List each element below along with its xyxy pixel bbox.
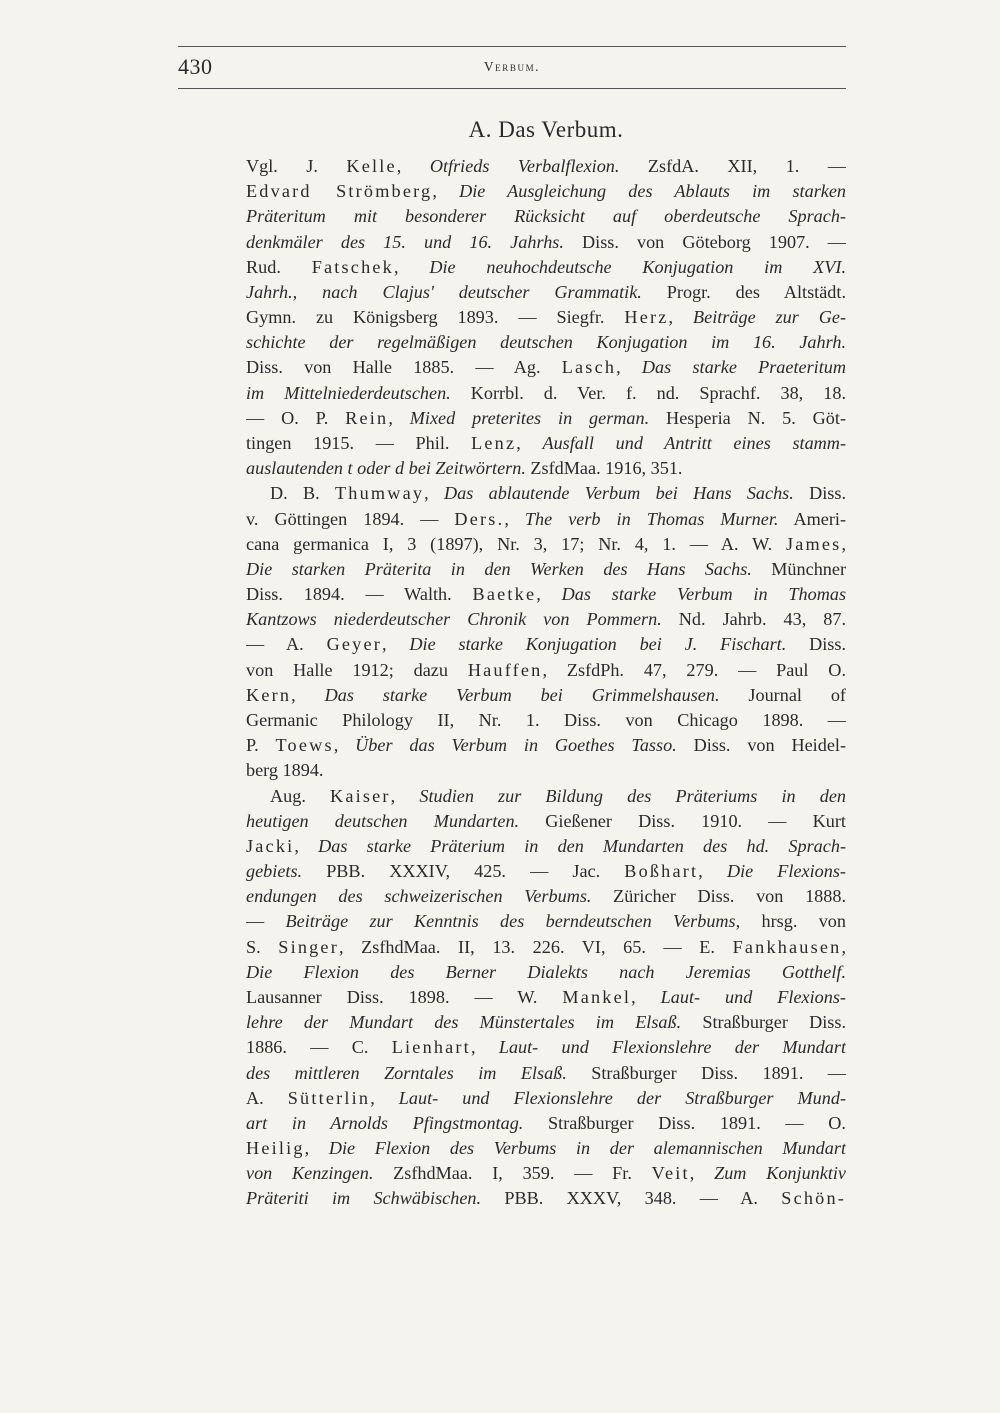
work-title: Die neuhochdeutsche Konjugation im XVI. [429,256,846,277]
text-run: berg 1894. [246,760,324,781]
work-title: Mixed preterites in german. [409,407,650,428]
text-run: , [393,256,430,277]
text-run: , [424,483,444,504]
author-name: Hauffen [467,659,543,680]
author-name: Toews [275,735,334,756]
text-run: v. Göttingen 1894. — [246,508,455,529]
author-name: Singer [278,936,339,957]
work-title: Beiträge zur Ge- [693,307,846,328]
work-title: gebiets. [246,861,303,881]
work-title: Laut- und Flexionslehre der Mundart [498,1037,846,1058]
work-title: Über das Verbum in Goethes Tasso. [355,735,677,756]
text-run: , ZsfhdMaa. II, 13. 226. VI, 65. — E. [338,936,733,957]
text-run: tingen 1915. — Phil. [246,433,472,453]
text-run: Lausanner Diss. 1898. — W. [246,986,563,1007]
work-title: im Mittelniederdeutschen. [246,382,451,403]
text-run: , [382,634,410,655]
text-run: P. [246,735,276,756]
text-run: , [294,835,319,856]
work-title: Jahrh., nach Clajus' deutscher Grammatik. [246,281,642,302]
text-run: Korrbl. d. Ver. f. nd. Sprachf. 38, 18. [450,382,846,403]
text-run: , [536,584,562,605]
work-title: Beiträge zur Kenntnis des berndeutschen Verbums, [285,911,741,932]
author-name: Edvard Strömberg [246,181,433,202]
text-run: Germanic Philology II, Nr. 1. Diss. von Chicago 1898. — [246,710,846,730]
text-run: , [470,1037,499,1058]
text-run: , [432,181,460,202]
text-run: Diss. [786,634,846,655]
header-rule [178,88,846,89]
page-number: 430 [178,54,213,79]
text-run: , [291,684,325,705]
text-run: Rud. [246,256,312,277]
text-run: , [689,1163,715,1184]
work-title: von Kenzingen. [246,1163,374,1184]
text-run: — A. [246,634,327,655]
text-run: Diss. [793,483,846,504]
text-run: Münchner [751,558,846,579]
author-name: Lienhart [391,1037,471,1058]
running-head [178,54,846,88]
work-title: Die Flexion des Berner Dialekts nach Jeremias Gotthelf. [246,961,846,982]
text-run: 1886. — C. [246,1037,392,1058]
text-run: Diss. von Heidel- [676,735,846,756]
work-title: Otfrieds Verbalflexion. [429,156,620,176]
work-title: art in Arnolds Pfingstmontag. [246,1112,524,1133]
author-name: James [786,533,842,554]
work-title: Das starke Praeteritum [641,357,846,378]
text-run: , [370,1087,399,1108]
work-title: The verb in Thomas Murner. [524,508,779,529]
text-run: — [246,911,286,932]
text-run: Züricher Diss. von 1888. [591,886,846,907]
author-name: Heilig [246,1138,305,1158]
work-title: denkmäler des 15. und 16. Jahrhs. [246,231,564,252]
text-line [246,1183,846,1213]
work-title: Die Flexions- [726,861,846,881]
text-run: hrsg. von [740,911,846,932]
work-title: endungen des schweizerischen Verbums. [246,886,592,907]
work-title: Laut- und Flexions- [660,986,846,1007]
author-name: Kern [246,684,292,705]
author-name: Kelle [346,156,397,176]
text-run: Straßburger Diss. [681,1012,846,1033]
text-run: , ZsfdPh. 47, 279. — Paul O. [542,659,846,680]
work-title: Präteritum mit besonderer Rücksicht auf oberdeutsche Sprach- [246,206,846,227]
author-name: Herz [624,307,669,328]
text-run: , [504,508,525,529]
text-run: , [516,433,543,453]
work-title: des mittleren Zorntales im Elsaß. [246,1062,567,1083]
work-title: lehre der Mundart des Münstertales im Elsaß. [246,1012,682,1033]
text-run: , [841,533,846,554]
author-name: Kaiser [330,785,391,806]
author-name: Boßhart [624,861,699,881]
work-title: schichte der regelmäßigen deutschen Konjugation im 16. Jahrh. [246,332,846,353]
text-run: PBB. XXXIV, 425. — Jac. [302,861,625,881]
text-run: S. [246,936,279,957]
text-run: cana germanica I, 3 (1897), Nr. 3, 17; Nr. 4, 1. — A. W. [246,533,786,554]
work-title: Zum Konjunktiv [714,1163,846,1184]
text-run: Aug. [270,785,330,806]
text-run: , [396,156,430,176]
text-run: — O. P. [246,407,346,428]
author-name: Lenz [471,433,517,453]
text-run: , [333,735,356,756]
text-run: ZsfdMaa. 1916, 351. [525,458,683,479]
work-title: Präteriti im Schwäbischen. [246,1188,482,1209]
work-title: Die Ausgleichung des Ablauts im starken [459,181,846,202]
work-title: auslautenden t oder d bei Zeitwörtern. [246,458,526,479]
text-run: Straßburger Diss. 1891. — O. [523,1112,846,1133]
text-run: Journal of [719,684,846,705]
author-name: Thumway [334,483,425,504]
text-run: D. B. [270,483,335,504]
author-name: Baetke [472,584,537,605]
work-title: Kantzows niederdeutscher Chronik von Pommern. [246,609,662,630]
section-heading: A. Das Verbum. [468,117,624,142]
text-run: , [631,986,661,1007]
author-name: Fankhausen [732,936,842,957]
work-title: Die starke Konjugation bei J. Fischart. [409,634,787,655]
author-name: Geyer [326,634,382,655]
text-run: ZsfdA. XII, 1. — [619,156,846,176]
author-name: Fatschek [311,256,394,277]
work-title: Das ablautende Verbum bei Hans Sachs. [444,483,794,504]
text-run: ZsfhdMaa. I, 359. — Fr. [373,1163,652,1184]
text-run: Gymn. zu Königsberg 1893. — Siegfr. [246,307,625,328]
work-title: Das starke Verbum bei Grimmelshausen. [324,684,720,705]
running-title: Verbum. [483,59,541,74]
text-run: , [698,861,727,881]
author-name: Jacki [246,835,295,856]
text-run: , [616,357,642,378]
text-run: Nd. Jahrb. 43, 87. [661,609,846,630]
text-run: Vgl. J. [246,156,347,176]
text-run: Diss. 1894. — Walth. [246,584,473,605]
author-name: Rein [345,407,389,428]
author-name: Schön- [781,1188,846,1209]
text-run: , [841,936,846,957]
author-name: Ders. [454,508,505,529]
text-run: A. [246,1087,288,1108]
text-run: , [304,1138,329,1158]
text-run: Progr. des Altstädt. [641,281,846,302]
text-run: Straßburger Diss. 1891. — [566,1062,846,1083]
work-title: Ausfall und Antritt eines stamm- [542,433,846,453]
work-title: Studien zur Bildung des Präteriums in den [419,785,846,806]
work-title: Das starke Präterium in den Mundarten des hd. Sprach- [318,835,846,856]
text-run: Ameri- [778,508,846,529]
text-run: , [668,307,694,328]
author-name: Lasch [561,357,617,378]
text-run: Hesperia N. 5. Göt- [649,407,846,428]
work-title: Das starke Verbum in Thomas [561,584,846,605]
text-run: , [390,785,420,806]
work-title: Die Flexion des Verbums in der alemannischen Mundart [328,1138,846,1158]
work-title: Laut- und Flexionslehre der Straßburger Mund- [398,1087,846,1108]
work-title: Die starken Präterita in den Werken des Hans Sachs. [246,558,752,579]
text-run: Gießener Diss. 1910. — Kurt [519,810,846,831]
author-name: Sütterlin [287,1087,371,1108]
author-name: Veit [651,1163,690,1184]
text-run: Diss. von Halle 1885. — Ag. [246,357,562,378]
text-run: , [388,407,410,428]
work-title: heutigen deutschen Mundarten. [246,810,520,831]
author-name: Mankel [562,986,632,1007]
text-run: von Halle 1912; dazu [246,659,468,680]
text-run: Diss. von Göteborg 1907. — [563,231,846,252]
text-run: PBB. XXXV, 348. — A. [481,1188,782,1209]
top-rule [178,46,846,47]
